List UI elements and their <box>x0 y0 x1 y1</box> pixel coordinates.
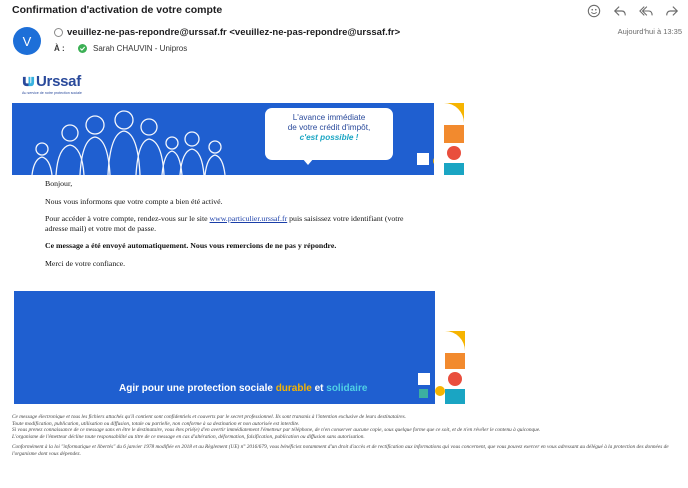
families-illustration <box>12 103 464 175</box>
sender-address[interactable]: veuillez-ne-pas-repondre@urssaf.fr <veuillez-ne-pas-repondre@urssaf.fr> <box>67 27 401 38</box>
site-link[interactable]: www.particulier.urssaf.fr <box>209 214 288 223</box>
footer-line-4: L'organisme de l'émetteur décline toute responsabilité au titre de ce message en cas d'altération, déformation, falsification, publication ou diffusion sans autorisation. <box>12 433 365 440</box>
logo-name: Urssaf <box>36 73 81 90</box>
email-subject: Confirmation d'activation de votre compte <box>12 4 223 16</box>
recipient-name[interactable]: Sarah CHAUVIN - Unipros <box>93 44 188 53</box>
slogan-part-c: et <box>311 383 327 394</box>
to-label: À : <box>54 44 65 53</box>
sender-avatar: V <box>13 27 41 55</box>
smiley-icon[interactable] <box>586 3 602 19</box>
footer-line-5: Conformément à la loi "informatique et libertés" du 6 janvier 1978 modifiée en 2018 et au Règlement (UE) n° 2016/679, vous bénéficiez notamment d'un droit d'accès et de rectification aux informations qui vous concernent, que vous pouvez exercer en vous adressant au délégué à la protection des données de l'organisme dont vous dépendez. <box>12 444 669 457</box>
credit-impot-banner <box>12 103 464 175</box>
logo-tagline: Au service de notre protection sociale <box>22 91 82 95</box>
bubble-line-2: de votre crédit d'impôt, <box>287 123 371 132</box>
speech-bubble-tail <box>302 158 314 165</box>
decorative-shapes-icon <box>434 103 464 175</box>
from-row <box>54 27 400 38</box>
body-paragraph-4: Merci de votre confiance. <box>45 258 126 268</box>
bubble-line-3: c'est possible ! <box>299 133 359 142</box>
speech-bubble <box>265 108 393 160</box>
body-paragraph-3: Ce message a été envoyé automatiquement. Nous vous remercions de ne pas y répondre. <box>45 241 337 250</box>
message-toolbar <box>586 3 680 19</box>
protection-sociale-banner <box>14 291 465 404</box>
verified-check-icon <box>78 44 87 53</box>
bubble-line-1: L'avance immédiate <box>292 113 366 122</box>
body-paragraph-1: Nous vous informons que votre compte a bien été activé. <box>45 196 223 206</box>
urssaf-logo-icon <box>22 75 35 88</box>
footer-line-2: Toute modification, publication, utilisation ou diffusion, totale ou partielle, non conforme à sa destination et non autorisée est interdite. <box>12 420 300 427</box>
body-paragraph-2 <box>45 214 425 233</box>
banner-side-stripe <box>434 103 464 175</box>
p2-text-before: Pour accéder à votre compte, rendez-vous sur le site <box>45 214 210 223</box>
to-row <box>54 44 187 53</box>
slogan-durable: durable <box>275 383 312 394</box>
p2-text-after: puis saisissez votre identifiant (votre adresse mail) et votre mot de passe. <box>45 214 404 233</box>
reply-icon[interactable] <box>612 3 628 19</box>
unread-indicator-icon <box>54 28 63 37</box>
footer-line-1: Ce message électronique et tous les fichiers attachés qu'il contient sont confidentiels et couverts par le secret professionnel. Ils sont transmis à l'intention exclusive de leurs destinataires. <box>12 414 406 420</box>
urssaf-logo <box>22 73 82 95</box>
received-date: Aujourd'hui à 13:35 <box>617 27 682 36</box>
email-body <box>45 179 425 276</box>
legal-footer <box>12 414 676 457</box>
slogan-part-a: Agir pour une protection sociale <box>119 383 276 394</box>
footer-line-3: Si vous prenez connaissance de ce message sans en être le destinataire, vous êtes prié(e) d'en avertir immédiatement l'émetteur par téléphone, de n'en conserver aucune copie, sous quelque forme que ce soit, et de n'en révéler le contenu à quiconque. <box>12 427 541 433</box>
forward-icon[interactable] <box>664 3 680 19</box>
greeting: Bonjour, <box>45 179 73 188</box>
banner2-slogan <box>119 383 367 394</box>
reply-all-icon[interactable] <box>638 3 654 19</box>
slogan-solidaire: solidaire <box>326 383 368 394</box>
